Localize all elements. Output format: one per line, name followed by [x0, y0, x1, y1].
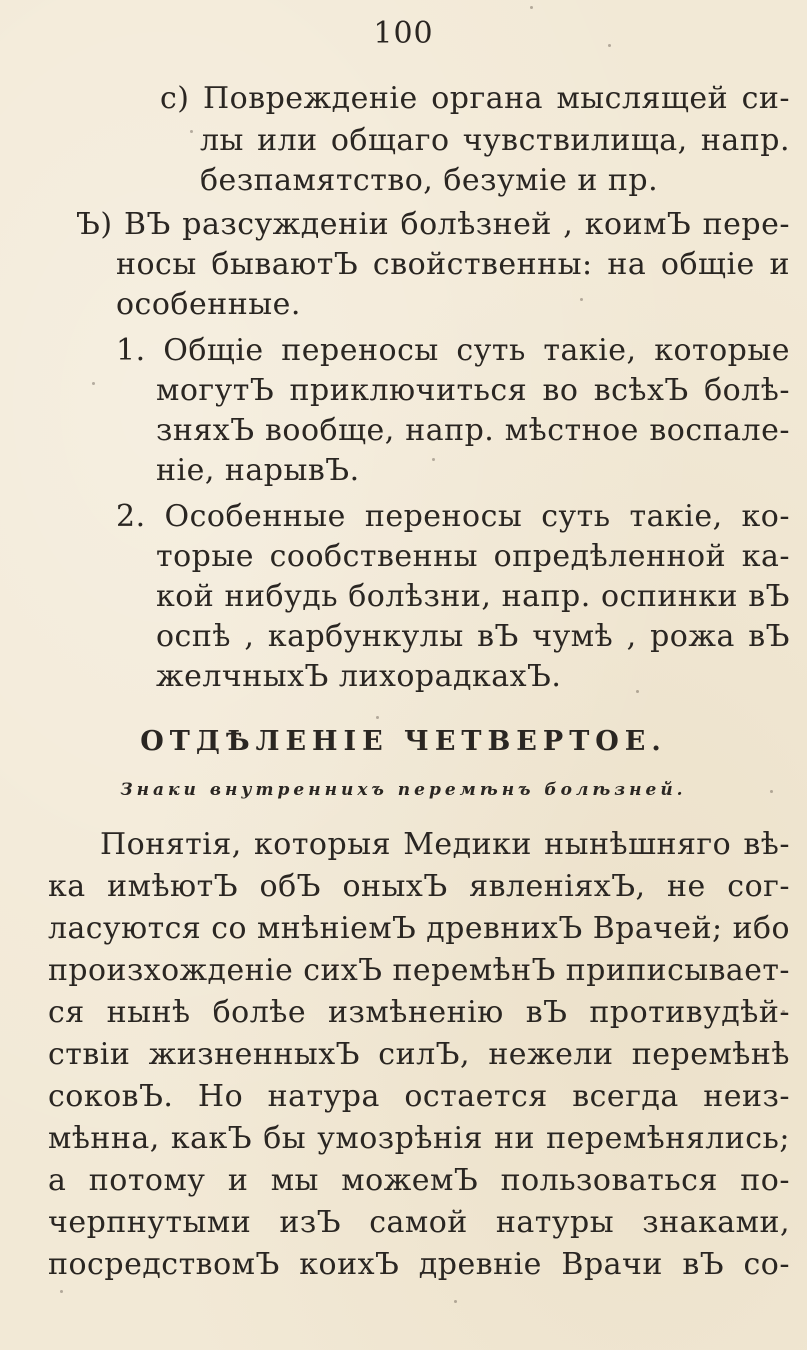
- subitem-1-line-2: могутЪ приключиться во всѣхЪ болѣ-: [156, 373, 790, 408]
- body-line-5: ся нынѣ болѣе измѣненію вЪ противудѣй-: [48, 995, 790, 1030]
- subitem-1-line-4: ніе, нарывЪ.: [156, 453, 360, 488]
- paper-speck: [190, 130, 193, 133]
- paper-speck: [60, 1290, 63, 1293]
- body-line-1: Понятія, которыя Медики нынѣшняго вѣ-: [100, 827, 790, 862]
- subitem-2-line-2: торые сообственны опредѣленной ка-: [156, 539, 790, 574]
- paper-speck: [636, 690, 639, 693]
- body-line-4: произхожденіе сихЪ перемѣнЪ приписывает-: [48, 953, 791, 988]
- section-title: ОТДѢЛЕНІЕ ЧЕТВЕРТОЕ.: [140, 726, 667, 757]
- paper-speck: [608, 44, 611, 47]
- paper-speck: [376, 716, 379, 719]
- page-number: 100: [373, 16, 434, 51]
- item-b-line-2: носы бываютЪ свойственны: на общіе и: [116, 247, 790, 282]
- paper-speck: [432, 458, 435, 461]
- body-line-11: посредствомЪ коихЪ древніе Врачи вЪ со-: [48, 1247, 790, 1282]
- subitem-2-line-4: оспѣ , карбункулы вЪ чумѣ , рожа вЪ: [156, 619, 790, 654]
- paper-speck: [454, 1300, 457, 1303]
- body-line-9: а потому и мы можемЪ пользоваться по-: [48, 1163, 790, 1198]
- body-line-2: ка имѣютЪ обЪ оныхЪ явленіяхЪ, не сог-: [48, 869, 791, 904]
- paper-speck: [782, 1010, 785, 1013]
- body-line-7: соковЪ. Но натура остается всегда неиз-: [48, 1079, 790, 1114]
- paper-speck: [530, 6, 533, 9]
- paper-speck: [92, 382, 95, 385]
- paper-speck: [770, 790, 773, 793]
- subitem-2-line-3: кой нибудь болѣзни, напр. оспинки вЪ: [156, 579, 790, 614]
- item-b-line-1: Ъ) ВЪ разсужденіи болѣзней , коимЪ пере-: [76, 207, 791, 242]
- item-c-line-2: лы или общаго чувствилища, напр.: [200, 123, 791, 158]
- body-line-6: ствіи жизненныхЪ силЪ, нежели перемѣнѣ: [48, 1037, 790, 1072]
- subitem-2-line-5: желчныхЪ лихорадкахЪ.: [156, 659, 562, 694]
- section-subtitle: Знаки внутреннихъ перемѣнъ болѣзней.: [120, 780, 687, 800]
- item-c-line-3: безпамятство, безуміе и пр.: [200, 163, 659, 198]
- paper-speck: [580, 298, 583, 301]
- subitem-2-line-1: 2. Особенные переносы суть такіе, ко-: [116, 499, 790, 534]
- body-line-8: мѣнна, какЪ бы умозрѣнія ни перемѣнялись;: [48, 1121, 790, 1156]
- subitem-1-line-1: 1. Общіе переносы суть такіе, которые: [116, 333, 790, 368]
- subitem-1-line-3: зняхЪ вообще, напр. мѣстное воспале-: [156, 413, 790, 448]
- body-line-3: ласуются со мнѣніемЪ древнихЪ Врачей; ибо: [48, 911, 790, 946]
- body-line-10: черпнутыми изЪ самой натуры знаками,: [48, 1205, 791, 1240]
- item-b-line-3: особенные.: [116, 287, 301, 322]
- item-c-line-1: c) Поврежденіе органа мыслящей си-: [160, 81, 791, 116]
